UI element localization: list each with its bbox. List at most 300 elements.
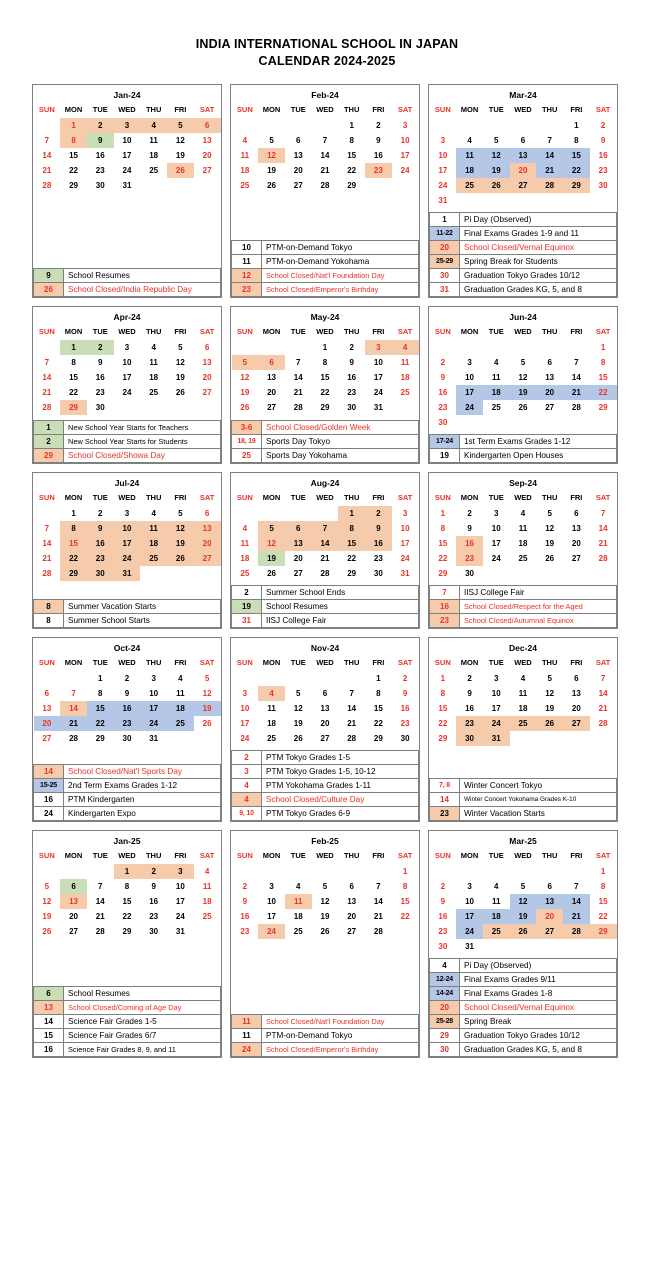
day-cell[interactable]: 10 bbox=[267, 896, 276, 906]
day-cell[interactable]: 27 bbox=[545, 402, 555, 412]
day-cell[interactable]: 9 bbox=[467, 523, 472, 533]
day-cell[interactable]: 18 bbox=[456, 163, 483, 178]
day-cell[interactable]: 9 bbox=[600, 135, 606, 145]
day-cell[interactable]: 4 bbox=[204, 866, 210, 876]
day-cell[interactable]: 21 bbox=[42, 165, 52, 175]
day-cell[interactable]: 14 bbox=[373, 896, 383, 906]
day-cell[interactable]: 20 bbox=[347, 911, 357, 921]
day-cell[interactable]: 17 bbox=[456, 909, 483, 924]
day-cell[interactable]: 20 bbox=[536, 385, 563, 400]
day-cell[interactable]: 14 bbox=[312, 536, 339, 551]
day-cell[interactable]: 1 bbox=[600, 342, 606, 352]
day-cell[interactable]: 7 bbox=[322, 135, 328, 145]
day-cell[interactable]: 29 bbox=[563, 178, 590, 193]
day-cell[interactable]: 1 bbox=[600, 866, 606, 876]
day-cell[interactable]: 3 bbox=[365, 340, 392, 355]
day-cell[interactable]: 2 bbox=[349, 342, 354, 352]
day-cell[interactable]: 23 bbox=[365, 163, 392, 178]
day-cell[interactable]: 5 bbox=[204, 673, 210, 683]
day-cell[interactable]: 14 bbox=[42, 538, 52, 548]
day-cell[interactable]: 31 bbox=[175, 926, 185, 936]
day-cell[interactable]: 5 bbox=[178, 508, 183, 518]
day-cell[interactable]: 21 bbox=[60, 716, 87, 731]
day-cell[interactable]: 29 bbox=[347, 180, 357, 190]
day-cell[interactable]: 22 bbox=[373, 718, 383, 728]
day-cell[interactable]: 23 bbox=[598, 165, 608, 175]
day-cell[interactable]: 25 bbox=[140, 551, 167, 566]
day-cell[interactable]: 10 bbox=[149, 688, 159, 698]
day-cell[interactable]: 24 bbox=[114, 551, 141, 566]
day-cell[interactable]: 2 bbox=[365, 506, 392, 521]
day-cell[interactable]: 19 bbox=[320, 911, 330, 921]
day-cell[interactable]: 6 bbox=[204, 508, 210, 518]
day-cell[interactable]: 3 bbox=[467, 881, 472, 891]
day-cell[interactable]: 26 bbox=[240, 402, 250, 412]
day-cell[interactable]: 27 bbox=[571, 553, 581, 563]
day-cell[interactable]: 15 bbox=[320, 372, 330, 382]
day-cell[interactable]: 19 bbox=[483, 163, 510, 178]
day-cell[interactable]: 23 bbox=[114, 716, 141, 731]
day-cell[interactable]: 23 bbox=[87, 551, 114, 566]
day-cell[interactable]: 17 bbox=[114, 536, 141, 551]
day-cell[interactable]: 26 bbox=[518, 402, 528, 412]
day-cell[interactable]: 6 bbox=[296, 135, 301, 145]
day-cell[interactable]: 14 bbox=[347, 703, 357, 713]
day-cell[interactable]: 24 bbox=[122, 387, 132, 397]
day-cell[interactable]: 16 bbox=[95, 372, 105, 382]
day-cell[interactable]: 22 bbox=[87, 716, 114, 731]
day-cell[interactable]: 25 bbox=[293, 926, 303, 936]
day-cell[interactable]: 5 bbox=[258, 521, 285, 536]
day-cell[interactable]: 10 bbox=[400, 135, 410, 145]
day-cell[interactable]: 15 bbox=[438, 538, 448, 548]
day-cell[interactable]: 19 bbox=[175, 372, 185, 382]
day-cell[interactable]: 11 bbox=[400, 357, 410, 367]
day-cell[interactable]: 21 bbox=[42, 387, 52, 397]
day-cell[interactable]: 10 bbox=[465, 896, 474, 906]
day-cell[interactable]: 13 bbox=[194, 521, 221, 536]
day-cell[interactable]: 11 bbox=[149, 135, 158, 145]
day-cell[interactable]: 1 bbox=[440, 673, 446, 683]
day-cell[interactable]: 30 bbox=[347, 402, 357, 412]
day-cell[interactable]: 26 bbox=[175, 387, 185, 397]
day-cell[interactable]: 20 bbox=[571, 703, 581, 713]
day-cell[interactable]: 23 bbox=[95, 387, 105, 397]
day-cell[interactable]: 28 bbox=[598, 718, 608, 728]
day-cell[interactable]: 15 bbox=[598, 372, 608, 382]
day-cell[interactable]: 24 bbox=[240, 733, 250, 743]
day-cell[interactable]: 14 bbox=[320, 150, 330, 160]
day-cell[interactable]: 18 bbox=[202, 896, 212, 906]
day-cell[interactable]: 18 bbox=[400, 372, 410, 382]
day-cell[interactable]: 27 bbox=[347, 926, 357, 936]
day-cell[interactable]: 2 bbox=[140, 864, 167, 879]
day-cell[interactable]: 23 bbox=[456, 716, 483, 731]
day-cell[interactable]: 28 bbox=[347, 733, 357, 743]
day-cell[interactable]: 9 bbox=[124, 688, 130, 698]
day-cell[interactable]: 23 bbox=[456, 551, 483, 566]
day-cell[interactable]: 5 bbox=[232, 355, 259, 370]
day-cell[interactable]: 28 bbox=[42, 402, 52, 412]
day-cell[interactable]: 1 bbox=[71, 508, 76, 518]
day-cell[interactable]: 3 bbox=[151, 673, 156, 683]
day-cell[interactable]: 26 bbox=[293, 733, 303, 743]
day-cell[interactable]: 27 bbox=[563, 716, 590, 731]
day-cell[interactable]: 26 bbox=[483, 178, 510, 193]
day-cell[interactable]: 3 bbox=[114, 118, 141, 133]
day-cell[interactable]: 2 bbox=[376, 120, 381, 130]
day-cell[interactable]: 4 bbox=[494, 881, 499, 891]
day-cell[interactable]: 4 bbox=[258, 686, 285, 701]
day-cell[interactable]: 25 bbox=[149, 165, 159, 175]
day-cell[interactable]: 20 bbox=[34, 716, 61, 731]
day-cell[interactable]: 20 bbox=[320, 718, 330, 728]
day-cell[interactable]: 4 bbox=[151, 342, 156, 352]
day-cell[interactable]: 2 bbox=[242, 881, 248, 891]
day-cell[interactable]: 3 bbox=[494, 673, 499, 683]
day-cell[interactable]: 21 bbox=[320, 165, 330, 175]
day-cell[interactable]: 6 bbox=[44, 688, 50, 698]
day-cell[interactable]: 6 bbox=[204, 342, 210, 352]
day-cell[interactable]: 6 bbox=[547, 881, 552, 891]
day-cell[interactable]: 17 bbox=[491, 703, 501, 713]
day-cell[interactable]: 11 bbox=[518, 688, 528, 698]
day-cell[interactable]: 2 bbox=[440, 357, 446, 367]
day-cell[interactable]: 11 bbox=[492, 896, 501, 906]
day-cell[interactable]: 21 bbox=[293, 387, 303, 397]
day-cell[interactable]: 22 bbox=[347, 553, 357, 563]
day-cell[interactable]: 9 bbox=[98, 357, 103, 367]
day-cell[interactable]: 17 bbox=[456, 385, 483, 400]
day-cell[interactable]: 14 bbox=[95, 896, 105, 906]
day-cell[interactable]: 9 bbox=[402, 688, 408, 698]
day-cell[interactable]: 3 bbox=[402, 120, 408, 130]
day-cell[interactable]: 8 bbox=[60, 133, 87, 148]
day-cell[interactable]: 16 bbox=[373, 150, 383, 160]
day-cell[interactable]: 12 bbox=[175, 357, 185, 367]
day-cell[interactable]: 10 bbox=[240, 703, 250, 713]
day-cell[interactable]: 26 bbox=[267, 568, 276, 578]
day-cell[interactable]: 27 bbox=[510, 178, 537, 193]
day-cell[interactable]: 24 bbox=[175, 911, 185, 921]
day-cell[interactable]: 6 bbox=[194, 118, 221, 133]
day-cell[interactable]: 12 bbox=[175, 135, 185, 145]
day-cell[interactable]: 4 bbox=[520, 673, 526, 683]
day-cell[interactable]: 15 bbox=[347, 150, 357, 160]
day-cell[interactable]: 26 bbox=[545, 553, 555, 563]
day-cell[interactable]: 22 bbox=[69, 165, 78, 175]
day-cell[interactable]: 15 bbox=[60, 536, 87, 551]
day-cell[interactable]: 9 bbox=[440, 896, 446, 906]
day-cell[interactable]: 11 bbox=[518, 523, 528, 533]
day-cell[interactable]: 27 bbox=[293, 180, 303, 190]
day-cell[interactable]: 5 bbox=[520, 357, 526, 367]
day-cell[interactable]: 1 bbox=[376, 673, 381, 683]
day-cell[interactable]: 8 bbox=[349, 135, 354, 145]
day-cell[interactable]: 16 bbox=[456, 536, 483, 551]
day-cell[interactable]: 30 bbox=[87, 566, 114, 581]
day-cell[interactable]: 15 bbox=[338, 536, 365, 551]
day-cell[interactable]: 29 bbox=[69, 180, 78, 190]
day-cell[interactable]: 17 bbox=[267, 911, 276, 921]
day-cell[interactable]: 2 bbox=[467, 508, 472, 518]
day-cell[interactable]: 2 bbox=[440, 881, 446, 891]
day-cell[interactable]: 30 bbox=[400, 733, 410, 743]
day-cell[interactable]: 19 bbox=[510, 909, 537, 924]
day-cell[interactable]: 17 bbox=[373, 372, 383, 382]
day-cell[interactable]: 12 bbox=[483, 148, 510, 163]
day-cell[interactable]: 3 bbox=[402, 508, 408, 518]
day-cell[interactable]: 9 bbox=[376, 135, 381, 145]
day-cell[interactable]: 24 bbox=[456, 400, 483, 415]
day-cell[interactable]: 11 bbox=[492, 372, 501, 382]
day-cell[interactable]: 12 bbox=[510, 894, 537, 909]
day-cell[interactable]: 25 bbox=[240, 568, 250, 578]
day-cell[interactable]: 11 bbox=[140, 521, 167, 536]
day-cell[interactable]: 17 bbox=[491, 538, 501, 548]
day-cell[interactable]: 9 bbox=[440, 372, 446, 382]
day-cell[interactable]: 21 bbox=[536, 163, 563, 178]
day-cell[interactable]: 20 bbox=[69, 911, 78, 921]
day-cell[interactable]: 27 bbox=[267, 402, 276, 412]
day-cell[interactable]: 2 bbox=[124, 673, 130, 683]
day-cell[interactable]: 10 bbox=[373, 357, 383, 367]
day-cell[interactable]: 5 bbox=[44, 881, 50, 891]
day-cell[interactable]: 16 bbox=[347, 372, 357, 382]
day-cell[interactable]: 24 bbox=[491, 553, 501, 563]
day-cell[interactable]: 4 bbox=[296, 881, 301, 891]
day-cell[interactable]: 7 bbox=[376, 881, 381, 891]
day-cell[interactable]: 26 bbox=[320, 926, 330, 936]
day-cell[interactable]: 12 bbox=[293, 703, 303, 713]
day-cell[interactable]: 26 bbox=[510, 924, 537, 939]
day-cell[interactable]: 12 bbox=[258, 148, 285, 163]
day-cell[interactable]: 13 bbox=[536, 894, 563, 909]
day-cell[interactable]: 22 bbox=[122, 911, 132, 921]
day-cell[interactable]: 10 bbox=[465, 372, 474, 382]
day-cell[interactable]: 11 bbox=[240, 150, 250, 160]
day-cell[interactable]: 4 bbox=[140, 118, 167, 133]
day-cell[interactable]: 30 bbox=[456, 731, 483, 746]
day-cell[interactable]: 18 bbox=[149, 372, 159, 382]
day-cell[interactable]: 7 bbox=[574, 881, 579, 891]
day-cell[interactable]: 21 bbox=[598, 703, 608, 713]
day-cell[interactable]: 31 bbox=[465, 941, 474, 951]
day-cell[interactable]: 19 bbox=[240, 387, 250, 397]
day-cell[interactable]: 7 bbox=[98, 881, 103, 891]
day-cell[interactable]: 14 bbox=[598, 688, 608, 698]
day-cell[interactable]: 13 bbox=[267, 372, 276, 382]
day-cell[interactable]: 19 bbox=[293, 718, 303, 728]
day-cell[interactable]: 15 bbox=[69, 150, 78, 160]
day-cell[interactable]: 14 bbox=[42, 372, 52, 382]
day-cell[interactable]: 16 bbox=[365, 536, 392, 551]
day-cell[interactable]: 7 bbox=[600, 508, 606, 518]
day-cell[interactable]: 8 bbox=[600, 357, 606, 367]
day-cell[interactable]: 1 bbox=[60, 340, 87, 355]
day-cell[interactable]: 25 bbox=[518, 553, 528, 563]
day-cell[interactable]: 3 bbox=[269, 881, 274, 891]
day-cell[interactable]: 29 bbox=[438, 733, 448, 743]
day-cell[interactable]: 26 bbox=[167, 163, 194, 178]
day-cell[interactable]: 12 bbox=[545, 688, 555, 698]
day-cell[interactable]: 13 bbox=[60, 894, 87, 909]
day-cell[interactable]: 12 bbox=[518, 372, 528, 382]
day-cell[interactable]: 13 bbox=[293, 150, 303, 160]
day-cell[interactable]: 30 bbox=[465, 568, 474, 578]
day-cell[interactable]: 7 bbox=[44, 135, 50, 145]
day-cell[interactable]: 20 bbox=[202, 372, 212, 382]
day-cell[interactable]: 28 bbox=[320, 568, 330, 578]
day-cell[interactable]: 13 bbox=[285, 536, 312, 551]
day-cell[interactable]: 27 bbox=[536, 924, 563, 939]
day-cell[interactable]: 12 bbox=[258, 536, 285, 551]
day-cell[interactable]: 27 bbox=[69, 926, 78, 936]
day-cell[interactable]: 9 bbox=[365, 521, 392, 536]
day-cell[interactable]: 6 bbox=[60, 879, 87, 894]
day-cell[interactable]: 18 bbox=[167, 701, 194, 716]
day-cell[interactable]: 8 bbox=[322, 357, 328, 367]
day-cell[interactable]: 13 bbox=[571, 688, 581, 698]
day-cell[interactable]: 16 bbox=[95, 150, 105, 160]
day-cell[interactable]: 15 bbox=[87, 701, 114, 716]
day-cell[interactable]: 8 bbox=[124, 881, 130, 891]
day-cell[interactable]: 20 bbox=[194, 536, 221, 551]
day-cell[interactable]: 14 bbox=[536, 148, 563, 163]
day-cell[interactable]: 29 bbox=[122, 926, 132, 936]
day-cell[interactable]: 2 bbox=[402, 673, 408, 683]
day-cell[interactable]: 1 bbox=[440, 508, 446, 518]
day-cell[interactable]: 12 bbox=[320, 896, 330, 906]
day-cell[interactable]: 31 bbox=[400, 568, 410, 578]
day-cell[interactable]: 29 bbox=[598, 402, 608, 412]
day-cell[interactable]: 29 bbox=[320, 402, 330, 412]
day-cell[interactable]: 14 bbox=[60, 701, 87, 716]
day-cell[interactable]: 27 bbox=[42, 733, 52, 743]
day-cell[interactable]: 16 bbox=[114, 701, 141, 716]
day-cell[interactable]: 15 bbox=[598, 896, 608, 906]
day-cell[interactable]: 10 bbox=[122, 135, 132, 145]
day-cell[interactable]: 17 bbox=[438, 165, 448, 175]
day-cell[interactable]: 4 bbox=[392, 340, 419, 355]
day-cell[interactable]: 12 bbox=[42, 896, 52, 906]
day-cell[interactable]: 16 bbox=[438, 911, 448, 921]
day-cell[interactable]: 11 bbox=[285, 894, 312, 909]
day-cell[interactable]: 29 bbox=[347, 568, 357, 578]
day-cell[interactable]: 21 bbox=[320, 553, 330, 563]
day-cell[interactable]: 17 bbox=[175, 896, 185, 906]
day-cell[interactable]: 10 bbox=[438, 150, 448, 160]
day-cell[interactable]: 23 bbox=[438, 926, 448, 936]
day-cell[interactable]: 9 bbox=[151, 881, 156, 891]
day-cell[interactable]: 30 bbox=[438, 941, 448, 951]
day-cell[interactable]: 19 bbox=[175, 150, 185, 160]
day-cell[interactable]: 19 bbox=[545, 703, 555, 713]
day-cell[interactable]: 19 bbox=[267, 165, 276, 175]
day-cell[interactable]: 13 bbox=[320, 703, 330, 713]
day-cell[interactable]: 13 bbox=[202, 135, 212, 145]
day-cell[interactable]: 5 bbox=[547, 673, 552, 683]
day-cell[interactable]: 27 bbox=[194, 551, 221, 566]
day-cell[interactable]: 19 bbox=[42, 911, 52, 921]
day-cell[interactable]: 3 bbox=[494, 508, 499, 518]
day-cell[interactable]: 20 bbox=[571, 538, 581, 548]
day-cell[interactable]: 5 bbox=[322, 881, 328, 891]
day-cell[interactable]: 5 bbox=[494, 135, 499, 145]
day-cell[interactable]: 20 bbox=[510, 163, 537, 178]
day-cell[interactable]: 8 bbox=[440, 688, 446, 698]
day-cell[interactable]: 25 bbox=[491, 402, 501, 412]
day-cell[interactable]: 10 bbox=[491, 523, 501, 533]
day-cell[interactable]: 24 bbox=[400, 165, 410, 175]
day-cell[interactable]: 29 bbox=[60, 400, 87, 415]
day-cell[interactable]: 1 bbox=[98, 673, 103, 683]
day-cell[interactable]: 16 bbox=[240, 911, 250, 921]
day-cell[interactable]: 24 bbox=[258, 924, 285, 939]
day-cell[interactable]: 26 bbox=[267, 180, 276, 190]
day-cell[interactable]: 29 bbox=[373, 733, 383, 743]
day-cell[interactable]: 2 bbox=[87, 340, 114, 355]
day-cell[interactable]: 1 bbox=[60, 118, 87, 133]
day-cell[interactable]: 12 bbox=[202, 688, 212, 698]
day-cell[interactable]: 18 bbox=[240, 553, 250, 563]
day-cell[interactable]: 4 bbox=[494, 357, 499, 367]
day-cell[interactable]: 20 bbox=[202, 150, 212, 160]
day-cell[interactable]: 23 bbox=[347, 387, 357, 397]
day-cell[interactable]: 27 bbox=[202, 165, 212, 175]
day-cell[interactable]: 18 bbox=[140, 536, 167, 551]
day-cell[interactable]: 9 bbox=[87, 133, 114, 148]
day-cell[interactable]: 4 bbox=[520, 508, 526, 518]
day-cell[interactable]: 10 bbox=[175, 881, 185, 891]
day-cell[interactable]: 5 bbox=[167, 118, 194, 133]
day-cell[interactable]: 7 bbox=[574, 357, 579, 367]
day-cell[interactable]: 24 bbox=[456, 924, 483, 939]
day-cell[interactable]: 15 bbox=[373, 703, 383, 713]
day-cell[interactable]: 6 bbox=[349, 881, 354, 891]
day-cell[interactable]: 15 bbox=[563, 148, 590, 163]
day-cell[interactable]: 21 bbox=[373, 911, 383, 921]
day-cell[interactable]: 22 bbox=[347, 165, 357, 175]
day-cell[interactable]: 13 bbox=[571, 523, 581, 533]
day-cell[interactable]: 20 bbox=[293, 553, 303, 563]
day-cell[interactable]: 31 bbox=[373, 402, 383, 412]
day-cell[interactable]: 24 bbox=[438, 180, 448, 190]
day-cell[interactable]: 12 bbox=[545, 523, 555, 533]
day-cell[interactable]: 25 bbox=[456, 178, 483, 193]
day-cell[interactable]: 6 bbox=[285, 521, 312, 536]
day-cell[interactable]: 23 bbox=[373, 553, 383, 563]
day-cell[interactable]: 30 bbox=[438, 417, 448, 427]
day-cell[interactable]: 16 bbox=[400, 703, 410, 713]
day-cell[interactable]: 18 bbox=[240, 165, 250, 175]
day-cell[interactable]: 26 bbox=[202, 718, 212, 728]
day-cell[interactable]: 17 bbox=[122, 372, 132, 382]
day-cell[interactable]: 6 bbox=[520, 135, 526, 145]
day-cell[interactable]: 23 bbox=[240, 926, 250, 936]
day-cell[interactable]: 22 bbox=[598, 911, 608, 921]
day-cell[interactable]: 17 bbox=[400, 150, 410, 160]
day-cell[interactable]: 11 bbox=[202, 881, 212, 891]
day-cell[interactable]: 19 bbox=[545, 538, 555, 548]
day-cell[interactable]: 9 bbox=[349, 357, 354, 367]
day-cell[interactable]: 8 bbox=[574, 135, 579, 145]
day-cell[interactable]: 21 bbox=[95, 911, 105, 921]
day-cell[interactable]: 25 bbox=[267, 733, 276, 743]
day-cell[interactable]: 13 bbox=[545, 372, 555, 382]
day-cell[interactable]: 11 bbox=[267, 703, 276, 713]
day-cell[interactable]: 16 bbox=[465, 703, 474, 713]
